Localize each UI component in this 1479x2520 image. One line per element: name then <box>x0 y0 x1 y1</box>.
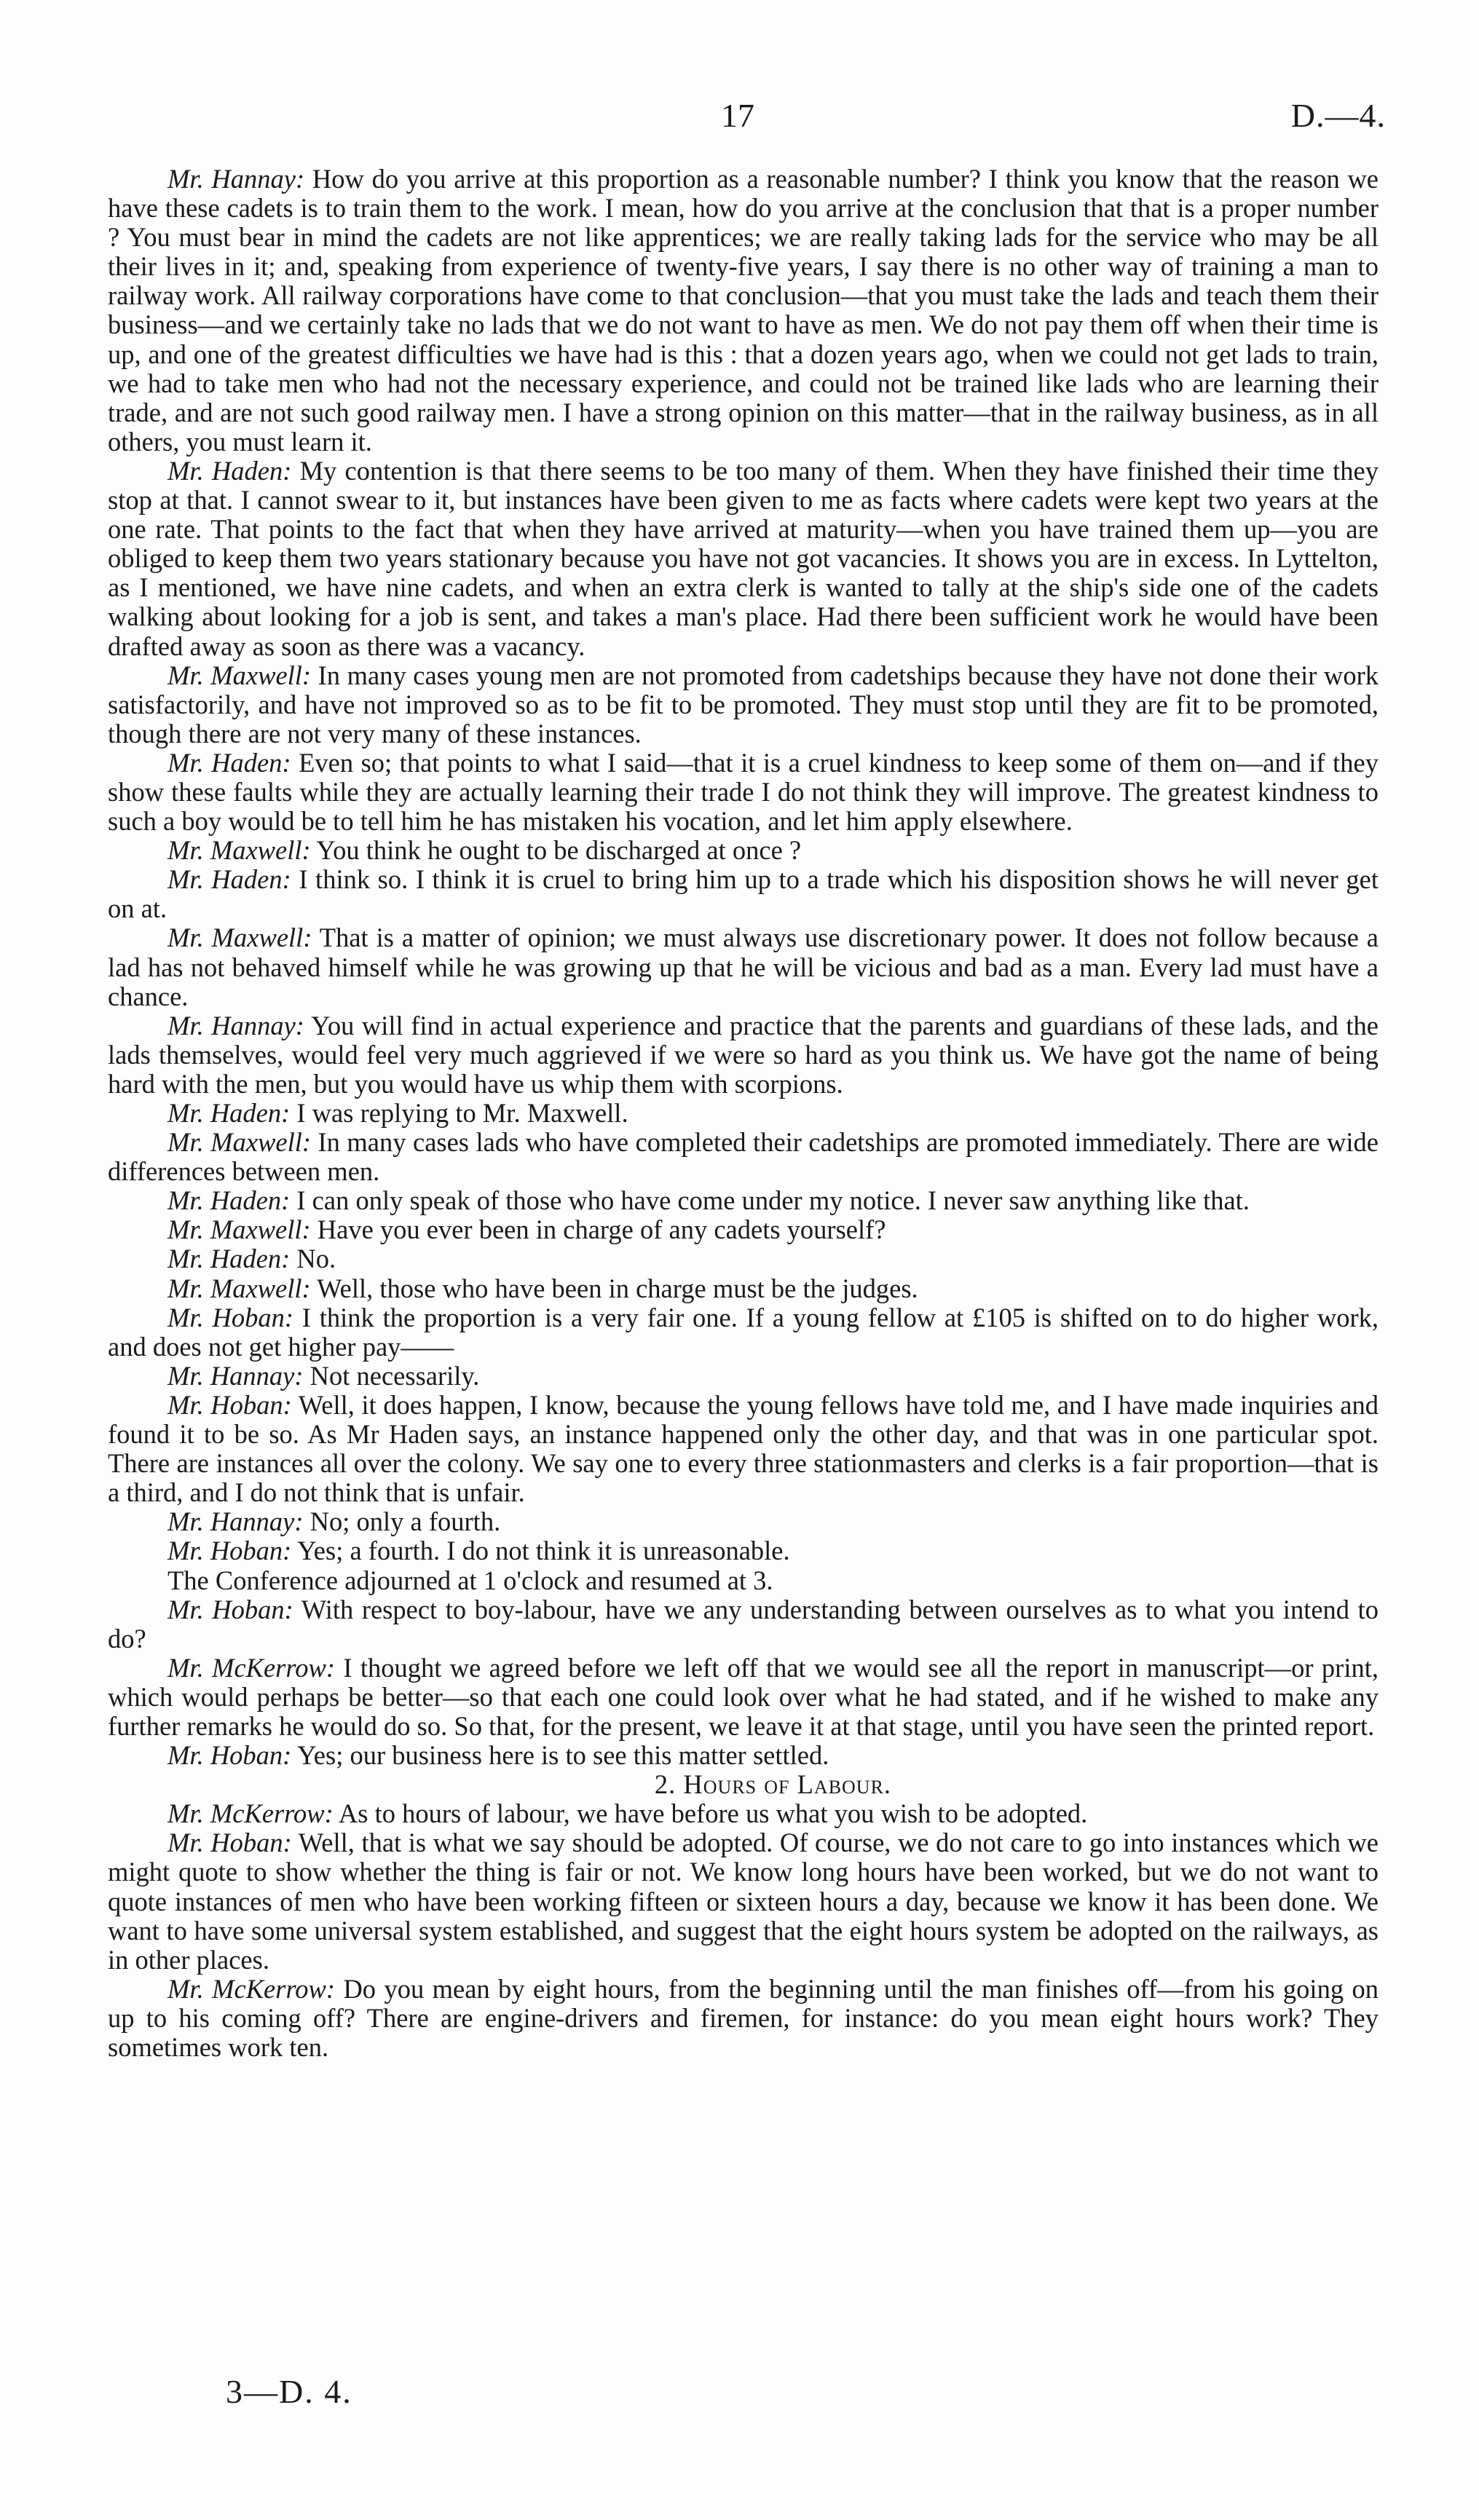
paragraph-text: No. <box>290 1244 336 1274</box>
paragraph <box>108 1975 1379 2062</box>
paragraph-text: That is a matter of opinion; we must always use discretionary power. It does not follow because a lad has not behaved himself while he was growing up that he will be vicious and bad as a man. Every lad must have a chance. <box>108 923 1379 1011</box>
paragraph <box>108 1391 1379 1507</box>
speaker-name: Mr. Hoban: <box>167 1536 292 1566</box>
paragraph-text: I think so. I think it is cruel to bring him up to a trade which his disposition shows he will never get on at. <box>108 864 1379 924</box>
speaker-name: Mr. Haden: <box>167 864 291 895</box>
paragraph-text: Well, that is what we say should be adopted. Of course, we do not care to go into instances which we might quote to show whether the thing is fair or not. We know long hours have been worked, but we do not want to quote instances of men who have been working fifteen or sixteen hours a day, because we know it has been done. We want to have some universal system established, and suggest that the eight hours system be adopted on the railways, as in other places. <box>108 1828 1379 1975</box>
transcript-block-2 <box>108 1799 1379 2062</box>
paragraph-text: How do you arrive at this proportion as a reasonable number? I think you know that the reason we have these cadets is to train them to the work. I mean, how do you arrive at the conclusion that that is a proper number ? You must bear in mind the cadets are not like apprentices; we are really taking lads for the service who may be all their lives in it; and, speaking from experience of twenty-five years, I say there is no other way of training a man to railway work. All railway corporations have come to that conclusion—that you must take the lads and teach them their business—and we certainly take no lads that we do not want to have as men. We do not pay them off when their time is up, and one of the greatest difficulties we have had is this : that a dozen years ago, when we could not get lads to train, we had to take men who had not the necessary experience, and could not be trained like lads who are learning their trade, and are not such good railway men. I have a strong opinion on this matter—that in the railway business, as in all others, you must learn it. <box>108 164 1379 457</box>
paragraph <box>108 1741 1379 1770</box>
paragraph <box>108 1799 1379 1828</box>
speaker-name: Mr. Haden: <box>167 1098 291 1128</box>
speaker-name: Mr. Hoban: <box>167 1302 293 1332</box>
page-header <box>0 96 1479 140</box>
paragraph <box>108 923 1379 1011</box>
paragraph-text: I thought we agreed before we left off that we would see all the report in manuscript—or print, which would perhaps be better—so that each one could look over what he had stated, and if he wished to make any further remarks he would do so. So that, for the present, we leave it at that stage, until you have seen the printed report. <box>108 1652 1379 1741</box>
printer-signature: 3—D. 4. <box>226 2373 352 2410</box>
body-text <box>108 165 1379 2062</box>
speaker-name: Mr. Hoban: <box>167 1389 292 1420</box>
paragraph-text: No; only a fourth. <box>303 1506 501 1537</box>
paragraph <box>108 1128 1379 1186</box>
speaker-name: Mr. Maxwell: <box>167 835 311 866</box>
paragraph <box>108 165 1379 457</box>
paragraph-text: I think the proportion is a very fair one. If a young fellow at £105 is shifted on to do higher work, and does not get higher pay—— <box>108 1302 1379 1362</box>
paragraph-text: As to hours of labour, we have before us what you wish to be adopted. <box>333 1798 1088 1829</box>
paragraph <box>108 1828 1379 1974</box>
paragraph <box>108 1186 1379 1215</box>
paragraph-text: Have you ever been in charge of any cadets yourself? <box>310 1214 886 1245</box>
paragraph <box>108 457 1379 661</box>
speaker-name: Mr. Hannay: <box>167 164 305 194</box>
paragraph-text: I can only speak of those who have come under my notice. I never saw anything like that. <box>290 1185 1250 1216</box>
paragraph <box>108 1362 1379 1391</box>
paragraph <box>108 1536 1379 1565</box>
speaker-name: Mr. Maxwell: <box>167 660 312 690</box>
paragraph-text: Even so; that points to what I said—that it is a cruel kindness to keep some of them on—and if they show these faults while they are actually learning their trade I do not think they will improve. The greatest kindness to such a boy would be to tell him he has mistaken his vocation, and let him apply elsewhere. <box>108 747 1379 837</box>
paragraph-text: Yes; our business here is to see this matter settled. <box>291 1740 829 1771</box>
page-number: 17 <box>721 97 754 134</box>
paragraph-text: You will find in actual experience and practice that the parents and guardians of these lads, and the lads themselves, would feel very much aggrieved if we were so hard as you think us. We have got the name of being hard with the men, but you would have us whip them with scorpions. <box>108 1010 1379 1099</box>
paragraph-text: Not necessarily. <box>303 1360 480 1391</box>
paragraph-text: Do you mean by eight hours, from the beginning until the man finishes off—from his going on up to his coming off? There are engine-drivers and firemen, for instance: do you mean eight hours work? They sometimes work ten. <box>108 1973 1379 2062</box>
paragraph <box>108 1566 1379 1595</box>
paragraph <box>108 749 1379 836</box>
paragraph-text: The Conference adjourned at 1 o'clock and resumed at 3. <box>167 1565 773 1595</box>
paragraph <box>108 661 1379 749</box>
speaker-name: Mr. Hoban: <box>167 1740 292 1771</box>
speaker-name: Mr. McKerrow: <box>167 1798 334 1829</box>
paragraph <box>108 1303 1379 1362</box>
speaker-name: Mr. Hannay: <box>167 1506 304 1537</box>
paragraph-text: Well, those who have been in charge must be the judges. <box>310 1273 918 1303</box>
paragraph-text: Yes; a fourth. I do not think it is unreasonable. <box>291 1536 790 1566</box>
speaker-name: Mr. Haden: <box>167 747 291 778</box>
paragraph <box>108 1215 1379 1244</box>
paragraph-text: My contention is that there seems to be too many of them. When they have finished their time they stop at that. I cannot swear to it, but instances have been given to me as facts where cadets were kept two years at the one rate. That points to the fact that when they have arrived at maturity—when you have trained them up—you are obliged to keep them two years stationary because you have not got vacancies. It shows you are in excess. In Lyttelton, as I mentioned, we have nine cadets, and when an extra clerk is wanted to tally at the ship's side one of the cadets walking about looking for a job is sent, and takes a man's place. Had there been sufficient work he would have been drafted away as soon as there was a vacancy. <box>108 455 1379 661</box>
document-reference: D.—4. <box>1290 97 1386 134</box>
speaker-name: Mr. Hoban: <box>167 1828 292 1858</box>
paragraph-text: I was replying to Mr. Maxwell. <box>290 1098 628 1128</box>
paragraph <box>108 1507 1379 1536</box>
speaker-name: Mr. Hannay: <box>167 1360 304 1391</box>
paragraph-text: In many cases lads who have completed their cadetships are promoted immediately. There are wide differences between men. <box>108 1127 1379 1187</box>
paragraph <box>108 1099 1379 1128</box>
speaker-name: Mr. Haden: <box>167 1185 291 1216</box>
paragraph <box>108 836 1379 865</box>
paragraph <box>108 1654 1379 1741</box>
speaker-name: Mr. Hoban: <box>167 1594 293 1624</box>
paragraph-text: Well, it does happen, I know, because the young fellows have told me, and I have made inquiries and found it to be so. As Mr Haden says, an instance happened only the other day, and that was in one particular spot. There are instances all over the colony. We say one to every three stationmasters and clerks is a fair proportion—that is a third, and I do not think that is unfair. <box>108 1389 1379 1508</box>
paragraph <box>108 1595 1379 1654</box>
paragraph <box>108 1274 1379 1303</box>
paragraph <box>108 1244 1379 1273</box>
paragraph <box>108 1011 1379 1099</box>
speaker-name: Mr. McKerrow: <box>167 1973 336 2004</box>
paragraph-text: In many cases young men are not promoted from cadetships because they have not done their work satisfactorily, and have not improved so as to be fit to be promoted. They must stop until they are fit to be promoted, though there are not very many of these instances. <box>108 660 1379 749</box>
speaker-name: Mr. Maxwell: <box>167 1273 311 1303</box>
speaker-name: Mr. Maxwell: <box>167 923 312 953</box>
speaker-name: Mr. McKerrow: <box>167 1652 335 1683</box>
paragraph-text: With respect to boy-labour, have we any understanding between ourselves as to what you intend to do? <box>108 1594 1379 1654</box>
paragraph-text: You think he ought to be discharged at once ? <box>310 835 802 866</box>
speaker-name: Mr. Haden: <box>167 1244 291 1274</box>
transcript-block-1 <box>108 165 1379 1770</box>
speaker-name: Mr. Haden: <box>167 455 292 486</box>
paragraph <box>108 865 1379 923</box>
speaker-name: Mr. Maxwell: <box>167 1214 311 1245</box>
speaker-name: Mr. Maxwell: <box>167 1127 312 1158</box>
speaker-name: Mr. Hannay: <box>167 1010 304 1040</box>
section-heading: 2. Hours of Labour. <box>654 1769 892 1800</box>
